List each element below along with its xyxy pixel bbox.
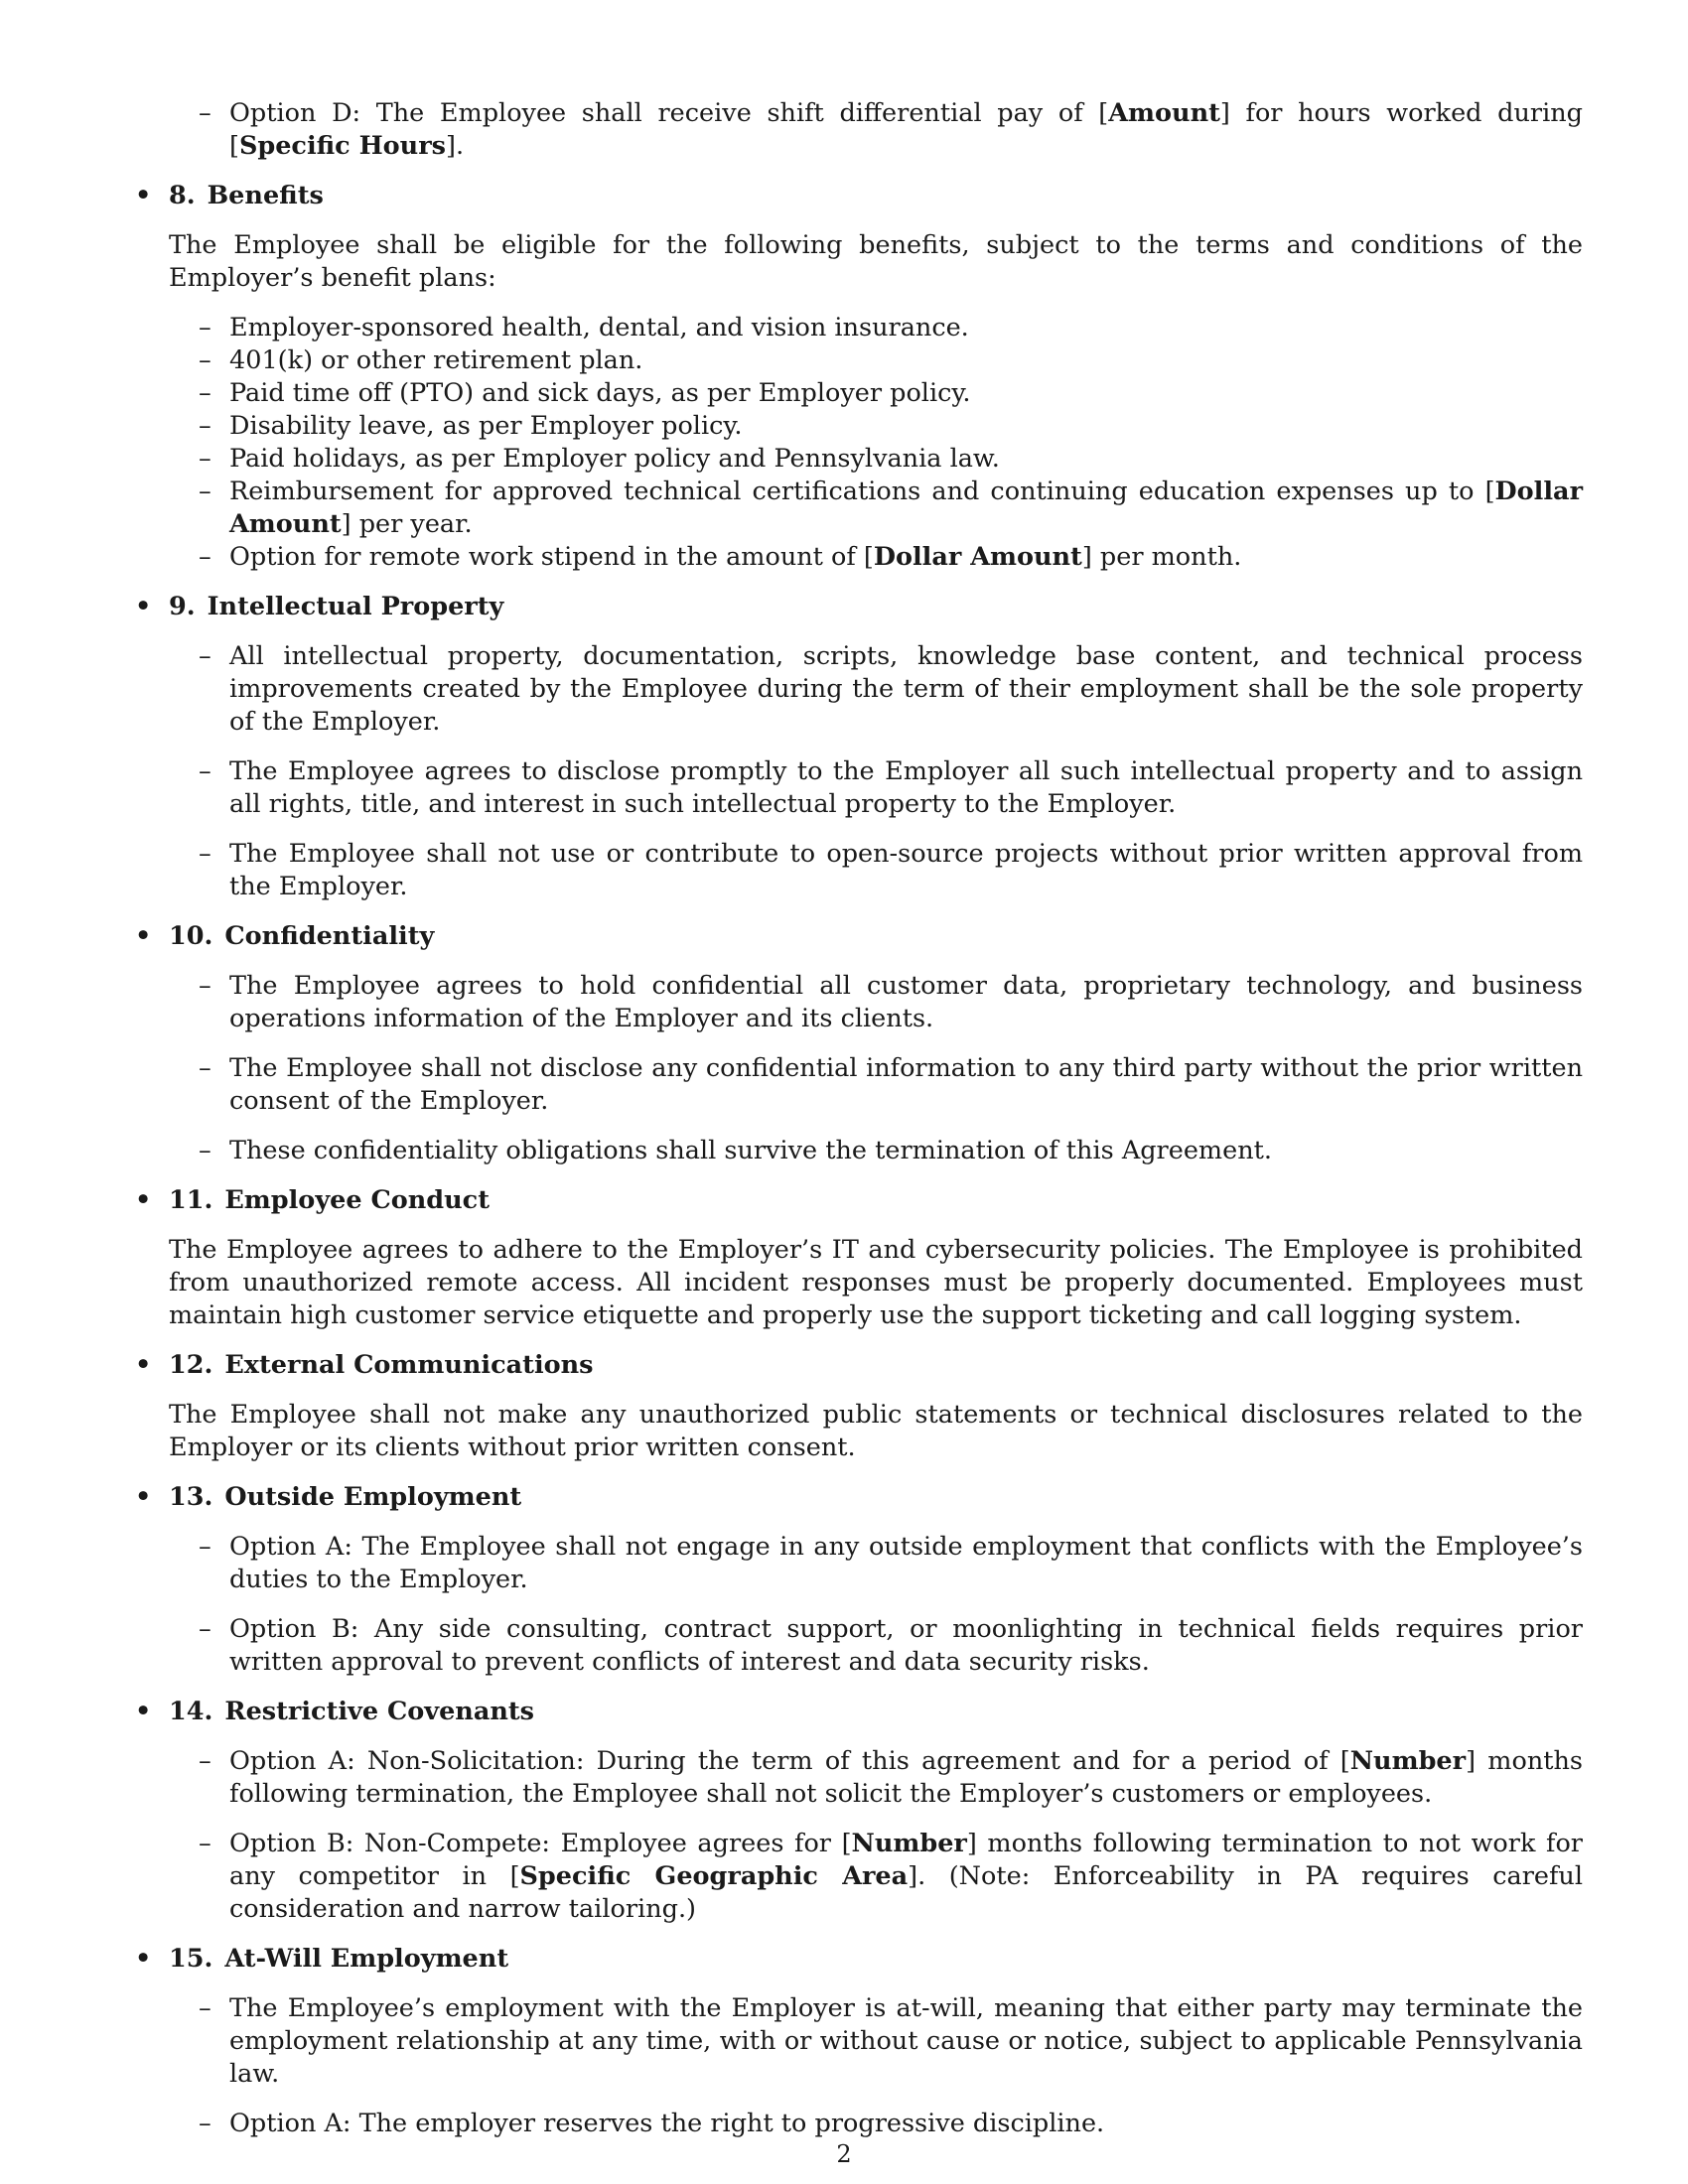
section-title: Restrictive Covenants	[224, 1697, 535, 1726]
dash-marker: –	[199, 345, 211, 375]
list-item-text: Option for remote work stipend in the amount of	[229, 542, 864, 572]
placeholder-number: Number	[1349, 1746, 1467, 1776]
list-item-text: Employer-sponsored health, dental, and vision insurance.	[229, 313, 969, 342]
section-title: Confidentiality	[224, 921, 435, 951]
section-heading	[135, 1481, 1583, 1514]
list-item-reimbursement: – Reimbursement for approved technical certifications and continuing education expenses up to [Dollar Amount] per year.	[199, 477, 1583, 539]
list-item-text: Option A: Non-Solicitation: During the term of this agreement and for a period of	[229, 1746, 1340, 1776]
bullet-marker: •	[135, 1350, 152, 1380]
list-item	[169, 2108, 1583, 2140]
dash-marker: –	[199, 411, 211, 441]
section-number: 11.	[169, 1185, 213, 1215]
list-item	[169, 970, 1583, 1035]
bullet-marker: •	[135, 1482, 152, 1512]
section-body: The Employee shall not make any unauthorized public statements or technical disclosures related to the Employer or its clients without prior written consent.	[169, 1400, 1583, 1462]
placeholder-geographic-area: Specific Geographic Area	[519, 1861, 909, 1891]
list-item-text: Reimbursement for approved technical certifications and continuing education expenses up to	[229, 477, 1485, 506]
list-item	[169, 344, 1583, 377]
bullet-marker: •	[135, 1185, 152, 1215]
section-heading	[135, 920, 1583, 953]
page-number: 2	[836, 2140, 852, 2168]
dash-marker: –	[199, 378, 211, 408]
dash-marker: –	[199, 1136, 211, 1165]
list-item-text: The Employee agrees to hold confidential all customer data, proprietary technology, and business operations information of the Employer and its clients.	[229, 971, 1583, 1033]
bullet-marker: •	[135, 1944, 152, 1974]
confidentiality-list	[135, 970, 1583, 1167]
ip-list	[135, 640, 1583, 903]
section-employee-conduct	[135, 1184, 1583, 1332]
list-item-text: Disability leave, as per Employer policy.	[229, 411, 743, 441]
shift-differential-option: – Option D: The Employee shall receive shift differential pay of [Amount] for hours worked during [Specific Hours].	[199, 98, 1583, 161]
list-item-text: The Employee’s employment with the Employer is at-will, meaning that either party may terminate the employment relationship at any time, with or without cause or notice, subject to applicable Pennsylvania law.	[229, 1993, 1583, 2089]
bullet-marker: •	[135, 1697, 152, 1726]
outside-employment-list	[135, 1531, 1583, 1679]
dash-marker: –	[199, 1993, 211, 2023]
list-item	[169, 640, 1583, 739]
list-item	[169, 838, 1583, 903]
dash-marker: –	[199, 1746, 211, 1776]
dash-marker: –	[199, 839, 211, 869]
section-number: 15.	[169, 1944, 213, 1974]
bullet-marker: •	[135, 921, 152, 951]
section-number: 8.	[169, 181, 196, 210]
dash-marker: –	[199, 444, 211, 474]
continued-option-list	[135, 97, 1583, 163]
section-title: Benefits	[207, 181, 324, 210]
dash-marker: –	[199, 98, 211, 128]
list-item-text: Paid holidays, as per Employer policy and Pennsylvania law.	[229, 444, 1000, 474]
section-intro: The Employee shall be eligible for the following benefits, subject to the terms and conditions of the Employer’s benefit plans:	[169, 230, 1583, 293]
list-item	[169, 1992, 1583, 2091]
section-benefits	[135, 180, 1583, 574]
section-number: 14.	[169, 1697, 213, 1726]
section-title: External Communications	[224, 1350, 594, 1380]
list-item-text: Option A: The Employee shall not engage in any outside employment that conflicts with the Employee’s duties to the Employer.	[229, 1532, 1583, 1594]
option-text: Option D: The Employee shall receive shift differential pay of	[229, 98, 1099, 128]
list-item-text: per year.	[351, 509, 473, 539]
section-intellectual-property	[135, 591, 1583, 903]
list-item-text: The Employee shall not use or contribute to open-source projects without prior written approval from the Employer.	[229, 839, 1583, 901]
section-body: The Employee agrees to adhere to the Employer’s IT and cybersecurity policies. The Employee is prohibited from unauthorized remote access. All incident responses must be properly documented. Employees must maintain high customer service etiquette and properly use the support ticketing and call logging system.	[169, 1235, 1583, 1330]
list-item	[169, 377, 1583, 410]
section-heading	[135, 1184, 1583, 1217]
list-item-text: months following termination, the Employee shall not solicit the Employer’s customers or employees.	[229, 1746, 1583, 1809]
list-item	[169, 1135, 1583, 1167]
list-item-text: Option B: Any side consulting, contract support, or moonlighting in technical fields requires prior written approval to prevent conflicts of interest and data security risks.	[229, 1614, 1583, 1677]
list-item-text: months following termination to not work for any competitor in	[229, 1829, 1583, 1891]
section-title: Employee Conduct	[224, 1185, 490, 1215]
list-item	[169, 1531, 1583, 1596]
section-heading	[135, 1943, 1583, 1976]
list-item-text: Option B: Non-Compete: Employee agrees for	[229, 1829, 842, 1858]
benefits-list	[135, 312, 1583, 574]
section-heading	[135, 1696, 1583, 1728]
at-will-list	[135, 1992, 1583, 2140]
section-title: At-Will Employment	[224, 1944, 509, 1974]
dash-marker: –	[199, 477, 211, 506]
section-confidentiality	[135, 920, 1583, 1167]
dash-marker: –	[199, 1532, 211, 1562]
list-item-text: Option A: The employer reserves the right to progressive discipline.	[229, 2109, 1105, 2138]
dash-marker: –	[199, 1614, 211, 1644]
list-item	[169, 1613, 1583, 1679]
list-item-non-compete: – Option B: Non-Compete: Employee agrees for [Number] months following termination to not work for any competitor in [Specific Geographic Area]. (Note: Enforceability in PA requires careful consideration and narrow tailoring.)	[199, 1829, 1583, 1924]
list-item	[169, 312, 1583, 344]
placeholder-dollar-amount: Dollar Amount	[873, 542, 1082, 572]
section-number: 13.	[169, 1482, 213, 1512]
section-number: 9.	[169, 592, 196, 621]
covenants-list	[135, 1745, 1583, 1926]
list-item-text: Paid time off (PTO) and sick days, as per Employer policy.	[229, 378, 971, 408]
placeholder-dollar-amount: Dollar Amount	[229, 477, 1583, 539]
placeholder-specific-hours: Specific Hours	[238, 131, 447, 161]
document-content	[135, 97, 1583, 2157]
bullet-marker: •	[135, 181, 152, 210]
section-heading	[135, 1349, 1583, 1382]
option-text: for hours worked during	[1229, 98, 1583, 128]
dash-marker: –	[199, 2109, 211, 2138]
bullet-marker: •	[135, 592, 152, 621]
list-item-text: . (Note: Enforceability in PA requires careful consideration and narrow tailoring.)	[229, 1861, 1583, 1924]
placeholder-number: Number	[851, 1829, 967, 1858]
dash-marker: –	[199, 641, 211, 671]
list-item-text: per month.	[1091, 542, 1242, 572]
section-heading	[135, 591, 1583, 623]
list-item-text: The Employee agrees to disclose promptly to the Employer all such intellectual property and to assign all rights, title, and interest in such intellectual property to the Employer.	[229, 756, 1583, 819]
section-title: Outside Employment	[224, 1482, 522, 1512]
dash-marker: –	[199, 971, 211, 1001]
list-item-non-solicitation: – Option A: Non-Solicitation: During the term of this agreement and for a period of [Number] months following termination, the Employee shall not solicit the Employer’s customers or employees.	[199, 1746, 1583, 1809]
dash-marker: –	[199, 1829, 211, 1858]
list-item	[169, 755, 1583, 821]
dash-marker: –	[199, 1053, 211, 1083]
option-text: .	[455, 131, 465, 161]
dash-marker: –	[199, 756, 211, 786]
dash-marker: –	[199, 313, 211, 342]
section-external-communications	[135, 1349, 1583, 1464]
section-heading	[135, 180, 1583, 212]
section-at-will-employment	[135, 1943, 1583, 2140]
list-item-text: 401(k) or other retirement plan.	[229, 345, 643, 375]
list-item-text: All intellectual property, documentation, scripts, knowledge base content, and technical process improvements created by the Employee during the term of their employment shall be the sole property of the Employer.	[229, 641, 1583, 737]
section-title: Intellectual Property	[207, 592, 504, 621]
section-number: 12.	[169, 1350, 213, 1380]
section-restrictive-covenants	[135, 1696, 1583, 1926]
section-number: 10.	[169, 921, 213, 951]
list-item	[169, 410, 1583, 443]
list-item	[169, 443, 1583, 476]
placeholder-amount: Amount	[1108, 98, 1220, 128]
list-item-stipend: – Option for remote work stipend in the amount of [Dollar Amount] per month.	[199, 542, 1242, 572]
dash-marker: –	[199, 542, 211, 572]
section-outside-employment	[135, 1481, 1583, 1679]
list-item-text: These confidentiality obligations shall survive the termination of this Agreement.	[229, 1136, 1272, 1165]
list-item	[169, 1052, 1583, 1118]
list-item-text: The Employee shall not disclose any confidential information to any third party without the prior written consent of the Employer.	[229, 1053, 1583, 1116]
